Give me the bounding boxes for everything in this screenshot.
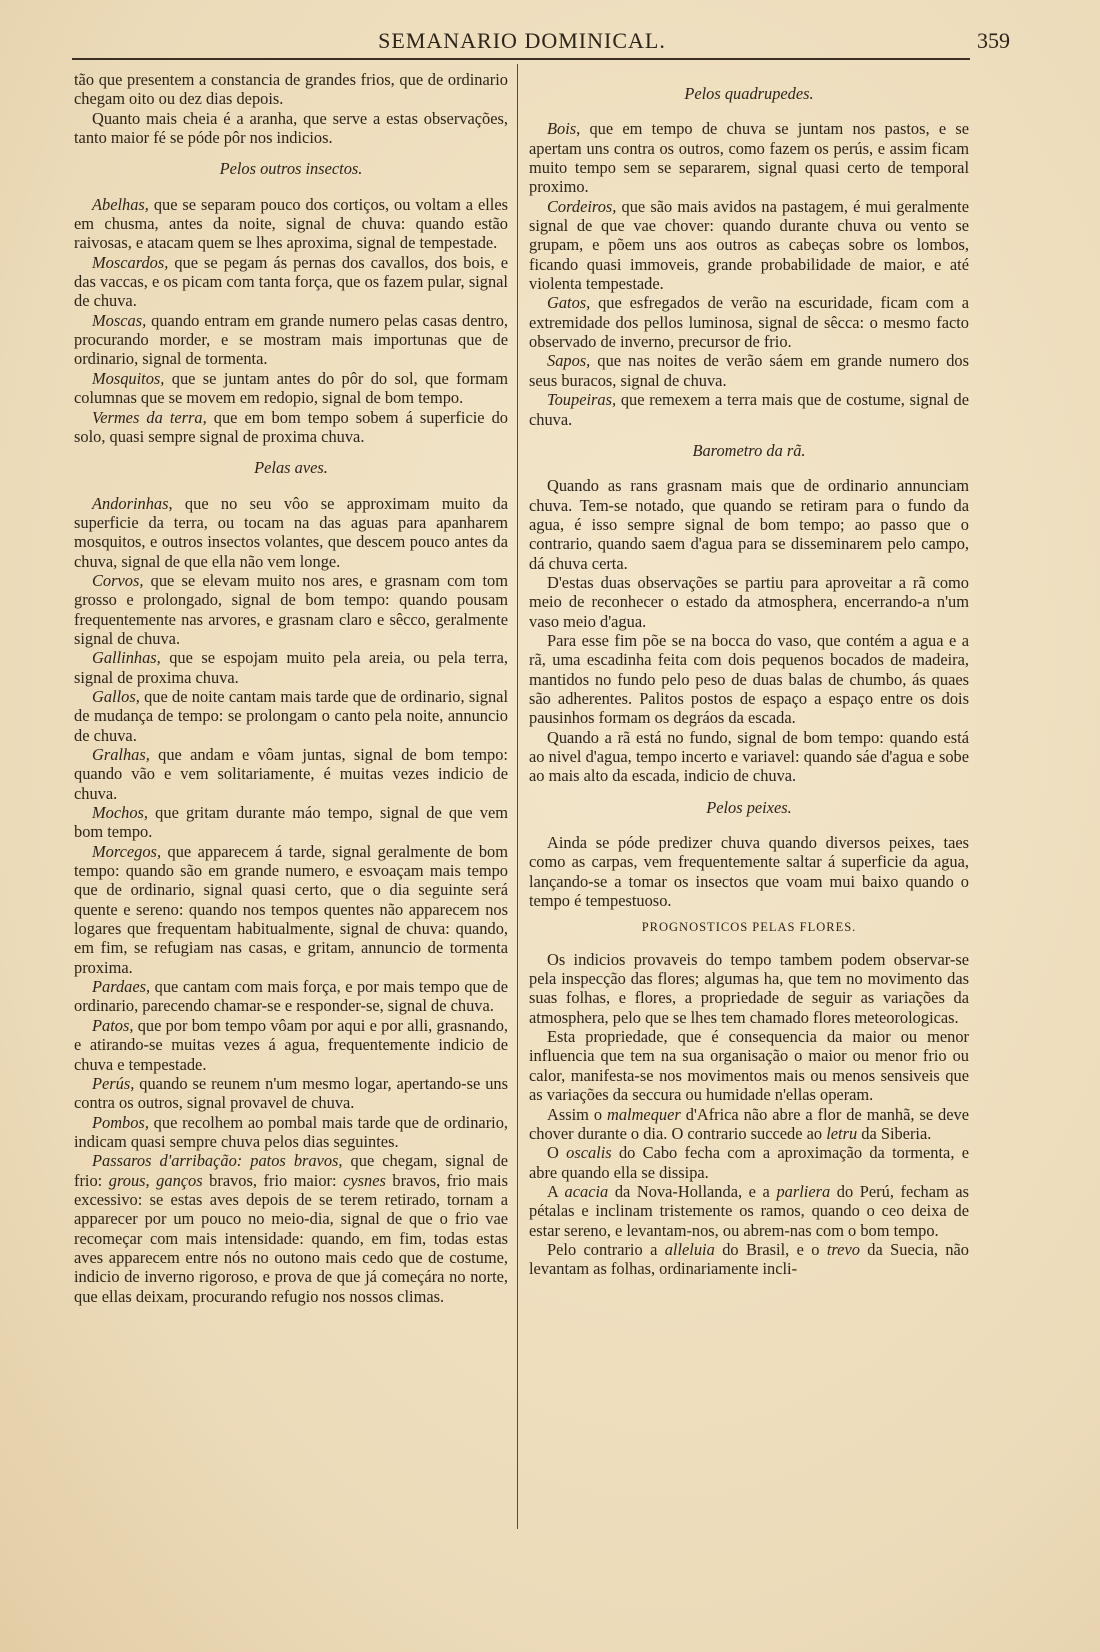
- column-divider: [517, 64, 518, 1529]
- right-column: [529, 70, 969, 1279]
- section-heading: Pelos quadrupedes.: [684, 84, 814, 103]
- paragraph: A acacia da Nova-Hollanda, e a parliera do Perú, fecham as pétalas e inclinam tristemente os ramos, quando o ceo deixa de estar sereno, e levantam-nos, ou abrem-nas com o bom tempo.: [529, 1181, 970, 1240]
- page-number: 359: [977, 28, 1010, 53]
- section-heading: Pelas aves.: [254, 458, 328, 478]
- entry-term: Sapos,: [547, 351, 591, 371]
- entry-term: Patos,: [92, 1015, 134, 1035]
- section-heading: Barometro da rã.: [692, 440, 806, 460]
- entry-term: Toupeiras,: [547, 390, 617, 410]
- entry-term: Mosquitos,: [92, 368, 165, 388]
- paragraph: Para esse fim põe se na bocca do vaso, que contém a agua e a rã, uma escadinha feita com dois pequenos bocados de madeira, mantidos no fundo pelo peso de duas balas de chumbo, ás quaes são adherentes. Palitos postos de espaço a espaço entre os dois pausinhos formam os degráos da escada.: [529, 630, 969, 728]
- section-heading: Pelos outros insectos.: [219, 159, 363, 179]
- paragraph: Quando a rã está no fundo, signal de bom tempo: quando está ao nivel d'agua, tempo incerto e variavel: quando sáe d'agua e sobe ao mais alto da escada, indicio de chuva.: [529, 727, 969, 786]
- entry-term: Passaros d'arribação: patos bravos,: [92, 1151, 343, 1171]
- entry-term: Vermes da terra,: [92, 407, 207, 427]
- paragraph: tão que presentem a constancia de grandes frios, que de ordinario chegam oito ou dez dias depois.: [74, 70, 508, 109]
- entry-passaros: Passaros d'arribação: patos bravos, que chegam, signal de frio: grous, ganços bravos, frio maior: cysnes bravos, frio mais excessivo: se estas aves depois de se terem retirado, tornam a apparecer por um pouco no meio-dia, signal de que o frio vae recomeçar com mais intensidade: quando, em fim, todas estas aves apparecem entre nós no outono mais cedo que de costume, indicio de inverno rigoroso, e prova de que já começára no norte, que ellas deixam, procurando refugio nos nossos climas.: [74, 1151, 508, 1306]
- entry-term: Bois,: [547, 119, 581, 139]
- paragraph: Ainda se póde predizer chuva quando diversos peixes, taes como as carpas, vem frequentemente saltar á superficie da agua, lançando-se a tomar os insectos que voam mui baixo quando o tempo é tempestuoso.: [529, 833, 969, 911]
- entry-gatos: Gatos, que esfregados de verão na escuridade, ficam com a extremidade dos pellos luminosa, signal de sêcca: o mesmo facto observado de inverno, precursor de frio.: [529, 293, 969, 352]
- entry-pardaes: Pardaes, que cantam com mais força, e por mais tempo que de ordinario, parecendo chamar-se e responder-se, signal de chuva.: [74, 977, 508, 1016]
- entry-term: Moscas,: [92, 310, 147, 330]
- entry-term: Pardaes,: [92, 977, 151, 997]
- entry-term: Gralhas,: [92, 745, 150, 764]
- entry-pombos: Pombos, que recolhem ao pombal mais tarde que de ordinario, indicam quasi sempre chuva pelos dias seguintes.: [74, 1112, 508, 1151]
- paragraph: O oscalis do Cabo fecha com a aproximação da tormenta, e abre quando ella se dissipa.: [529, 1143, 969, 1182]
- section-heading: Pelos peixes.: [706, 797, 792, 817]
- section-heading: PROGNOSTICOS PELAS FLORES.: [641, 920, 857, 935]
- entry-term: Cordeiros,: [547, 196, 617, 216]
- entry-term: Moscardos,: [92, 252, 169, 272]
- paragraph: Pelo contrario a alleluia do Brasil, e o trevo da Suecia, não levantam as folhas, ordinariamente incli-: [529, 1239, 969, 1279]
- entry-moscardos: Moscardos, que se pegam ás pernas dos cavallos, dos bois, e das vaccas, e os picam com tanta força, que os fazem pular, signal de chuva.: [74, 252, 508, 311]
- entry-term: Gallos,: [92, 686, 140, 706]
- entry-andorinhas: Andorinhas, que no seu vôo se approximam muito da superficie da terra, ou tocam na das aguas para apanharem mosquitos, e outros insectos volantes, que descem pouco antes da chuva, signal de que ella não vem longe.: [74, 493, 508, 571]
- entry-term: Gallinhas,: [92, 648, 161, 668]
- entry-term: Gatos,: [547, 293, 591, 313]
- entry-corvos: Corvos, que se elevam muito nos ares, e grasnam com tom grosso e prolongado, signal de bom tempo: quando pousam frequentemente nas arvores, e grasnam claro e sêcco, geralmente signal de chuva.: [74, 570, 508, 648]
- paragraph: Assim o malmequer d'Africa não abre a flor de manhã, se deve chover durante o dia. O contrario succede ao letru da Siberia.: [529, 1104, 969, 1143]
- entry-perus: Perús, quando se reunem n'um mesmo logar, apertando-se uns contra os outros, signal provavel de chuva.: [74, 1073, 508, 1113]
- entry-term: Corvos,: [92, 570, 144, 590]
- entry-abelhas: Abelhas, que se separam pouco dos cortiços, ou voltam a elles em chusma, antes da noite, signal de chuva: quando estão raivosas, e atacam quem se lhes aproxima, signal de tempestade.: [74, 194, 508, 253]
- entry-term: Morcegos,: [92, 841, 162, 861]
- page-header: [72, 28, 1010, 58]
- entry-bois: Bois, que em tempo de chuva se juntam nos pastos, e se apertam uns contra os outros, como fazem os perús, e assim ficam muito tempo sem se separarem, signal quasi certo de temporal proximo.: [529, 119, 969, 197]
- paragraph: Quanto mais cheia é a aranha, que serve a estas observações, tanto maior fé se póde pôr nos indicios.: [74, 108, 508, 148]
- entry-term: Abelhas,: [92, 194, 149, 214]
- entry-term: Perús,: [92, 1073, 135, 1093]
- entry-sapos: Sapos, que nas noites de verão sáem em grande numero dos seus buracos, signal de chuva.: [529, 351, 969, 390]
- entry-patos: Patos, que por bom tempo vôam por aqui e por alli, grasnando, e atirando-se muitas vezes á agua, frequentemente indicio de chuva e tempestade.: [74, 1015, 508, 1074]
- paragraph: Os indicios provaveis do tempo tambem podem observar-se pela inspecção das flores; algumas ha, que tem no movimento das suas folhas, e flores, a propriedade de seguir as variações da atmosphera, pelo que se lhes tem chamado flores meteorologicas.: [529, 949, 969, 1027]
- publication-title: SEMANARIO DOMINICAL.: [378, 28, 666, 53]
- entry-cordeiros: Cordeiros, que são mais avidos na pastagem, é mui geralmente signal de que vae chover: quando durante chuva ou vento se grupam, e põem uns aos outros as cabeças sobre os lombos, ficando quasi immoveis, grande probabilidade de maior, e até violenta tempestade.: [529, 196, 969, 294]
- paragraph: D'estas duas observações se partiu para aproveitar a rã como meio de reconhecer o estado da atmosphera, encerrando-a n'um vaso meio d'agua.: [529, 572, 969, 631]
- left-column: [74, 70, 508, 1306]
- entry-morcegos: Morcegos, que apparecem á tarde, signal geralmente de bom tempo: quando são em grande numero, e esvoaçam mais tempo que de ordinario, signal quasi certo, que o dia seguinte será quente e sereno: quando nos tempos quentes não apparecem nos logares que frequentam habitualmente, signal de chuva: quando, em fim, se refugiam nas casas, e gritam, annuncio de tormenta proxima.: [74, 841, 508, 977]
- entry-term: Mochos,: [92, 803, 148, 823]
- entry-term: Pombos,: [92, 1112, 149, 1132]
- entry-term: Andorinhas,: [92, 493, 173, 513]
- entry-gralhas: Gralhas, que andam e vôam juntas, signal de bom tempo: quando vão e vem solitariamente, é muitas vezes indicio de chuva.: [74, 745, 508, 803]
- paragraph: Quando as rans grasnam mais que de ordinario annunciam chuva. Tem-se notado, que quando se retiram para o fundo da agua, é isso sempre signal de bom tempo; ao passo que o contrario, quando saem d'agua para se disseminarem pelo campo, dá chuva certa.: [529, 476, 969, 573]
- entry-gallos: Gallos, que de noite cantam mais tarde que de ordinario, signal de mudança de tempo: se prolongam o canto pela noite, annuncio de chuva.: [74, 686, 508, 745]
- header-rule: [72, 58, 970, 60]
- entry-moscas: Moscas, quando entram em grande numero pelas casas dentro, procurando morder, e se mostram mais importunas que de ordinario, signal de tormenta.: [74, 310, 508, 369]
- paragraph: Esta propriedade, que é consequencia da maior ou menor influencia que tem na sua organisação o maior ou menor frio ou calor, manifesta-se nos movimentos mais ou menos sensiveis que as variações da seccura ou humidade n'ellas operam.: [529, 1027, 969, 1105]
- entry-mosquitos: Mosquitos, que se juntam antes do pôr do sol, que formam columnas que se movem em redopio, signal de bom tempo.: [74, 368, 508, 408]
- entry-gallinhas: Gallinhas, que se espojam muito pela areia, ou pela terra, signal de proxima chuva.: [74, 648, 508, 687]
- entry-toupeiras: Toupeiras, que remexem a terra mais que de costume, signal de chuva.: [529, 390, 969, 429]
- entry-mochos: Mochos, que gritam durante máo tempo, signal de que vem bom tempo.: [74, 803, 508, 842]
- entry-vermes: Vermes da terra, que em bom tempo sobem á superficie do solo, quasi sempre signal de proxima chuva.: [74, 407, 508, 446]
